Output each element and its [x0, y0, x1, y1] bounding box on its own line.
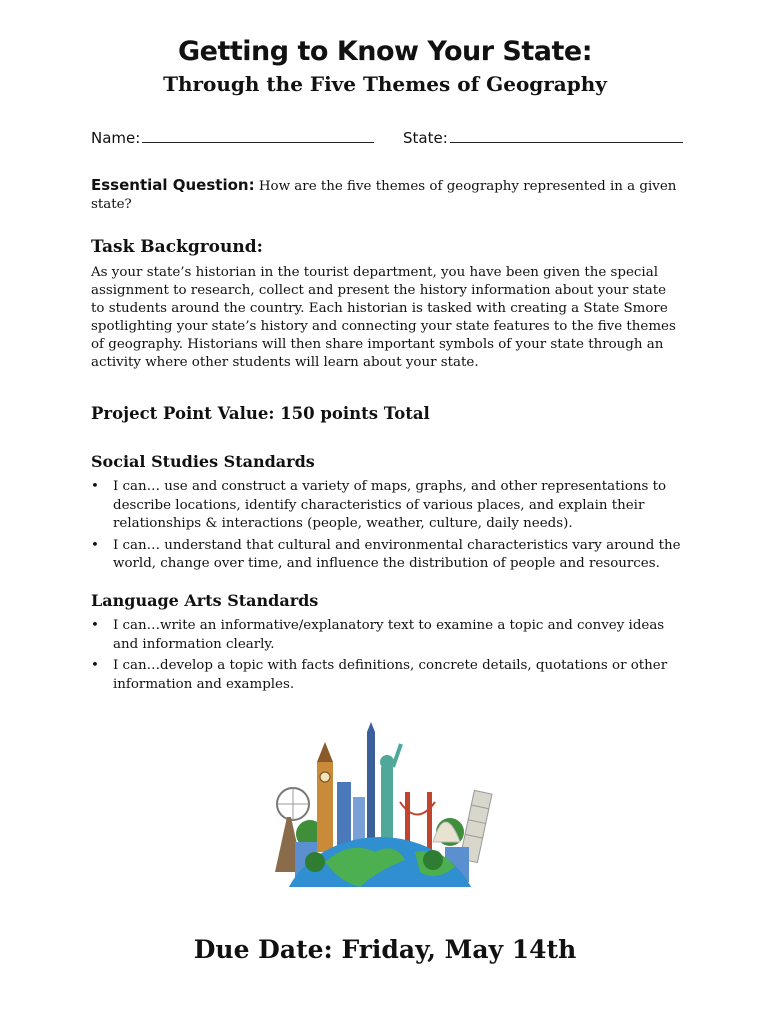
- due-date: Due Date: Friday, May 14th: [193, 935, 577, 964]
- essential-question: [91, 176, 681, 214]
- bullet: •: [91, 618, 99, 633]
- essential-question-label: Essential Question:: [91, 176, 255, 194]
- list-item: [91, 657, 691, 694]
- page-title: Getting to Know Your State:: [177, 36, 593, 67]
- list-item: [91, 617, 691, 654]
- language-arts-list: [91, 617, 691, 697]
- task-background-body: As your state’s historian in the tourist department, you have been given the special assignment to research, collect and present the history information about your state to students around the country. Each historian is tasked with creating a State Smore spotlighting your state’s history and connecting your state features to the five themes of geography. Historians will then share important symbols of your state through an activity where other students will learn about your state.: [91, 265, 676, 370]
- project-point-value: Project Point Value: 150 points Total: [91, 404, 430, 423]
- bullet: •: [91, 658, 99, 673]
- list-item: [91, 537, 691, 574]
- social-studies-list: [91, 478, 691, 577]
- name-blank-line[interactable]: [142, 128, 374, 143]
- page-subtitle: Through the Five Themes of Geography: [163, 72, 607, 96]
- bullet: •: [91, 537, 99, 553]
- list-item-text: I can…develop a topic with facts definitions, concrete details, quotations or other information and examples.: [113, 658, 668, 692]
- world-landmarks-globe-icon: [255, 722, 505, 887]
- list-item-text: I can… use and construct a variety of maps, graphs, and other representations to describe locations, identify characteristics of various places, and explain their relationships & interactions (people, weather, culture, daily needs).: [113, 479, 667, 531]
- bullet: •: [91, 479, 99, 494]
- language-arts-heading: Language Arts Standards: [91, 591, 319, 610]
- essential-question-text: How are the five themes of geography represented in a given state?: [91, 179, 677, 212]
- state-label: State:: [403, 129, 448, 147]
- state-blank-line[interactable]: [450, 128, 683, 143]
- task-background-heading: Task Background:: [91, 237, 263, 257]
- state-field[interactable]: [403, 128, 683, 147]
- name-field[interactable]: [91, 128, 374, 147]
- name-label: Name:: [91, 129, 141, 147]
- social-studies-heading: Social Studies Standards: [91, 452, 315, 471]
- list-item-text: I can…write an informative/explanatory text to examine a topic and convey ideas and information clearly.: [113, 618, 665, 652]
- list-item-text: I can… understand that cultural and environmental characteristics vary around the world, change over time, and influence the distribution of people and resources.: [113, 537, 681, 571]
- list-item: [91, 478, 691, 534]
